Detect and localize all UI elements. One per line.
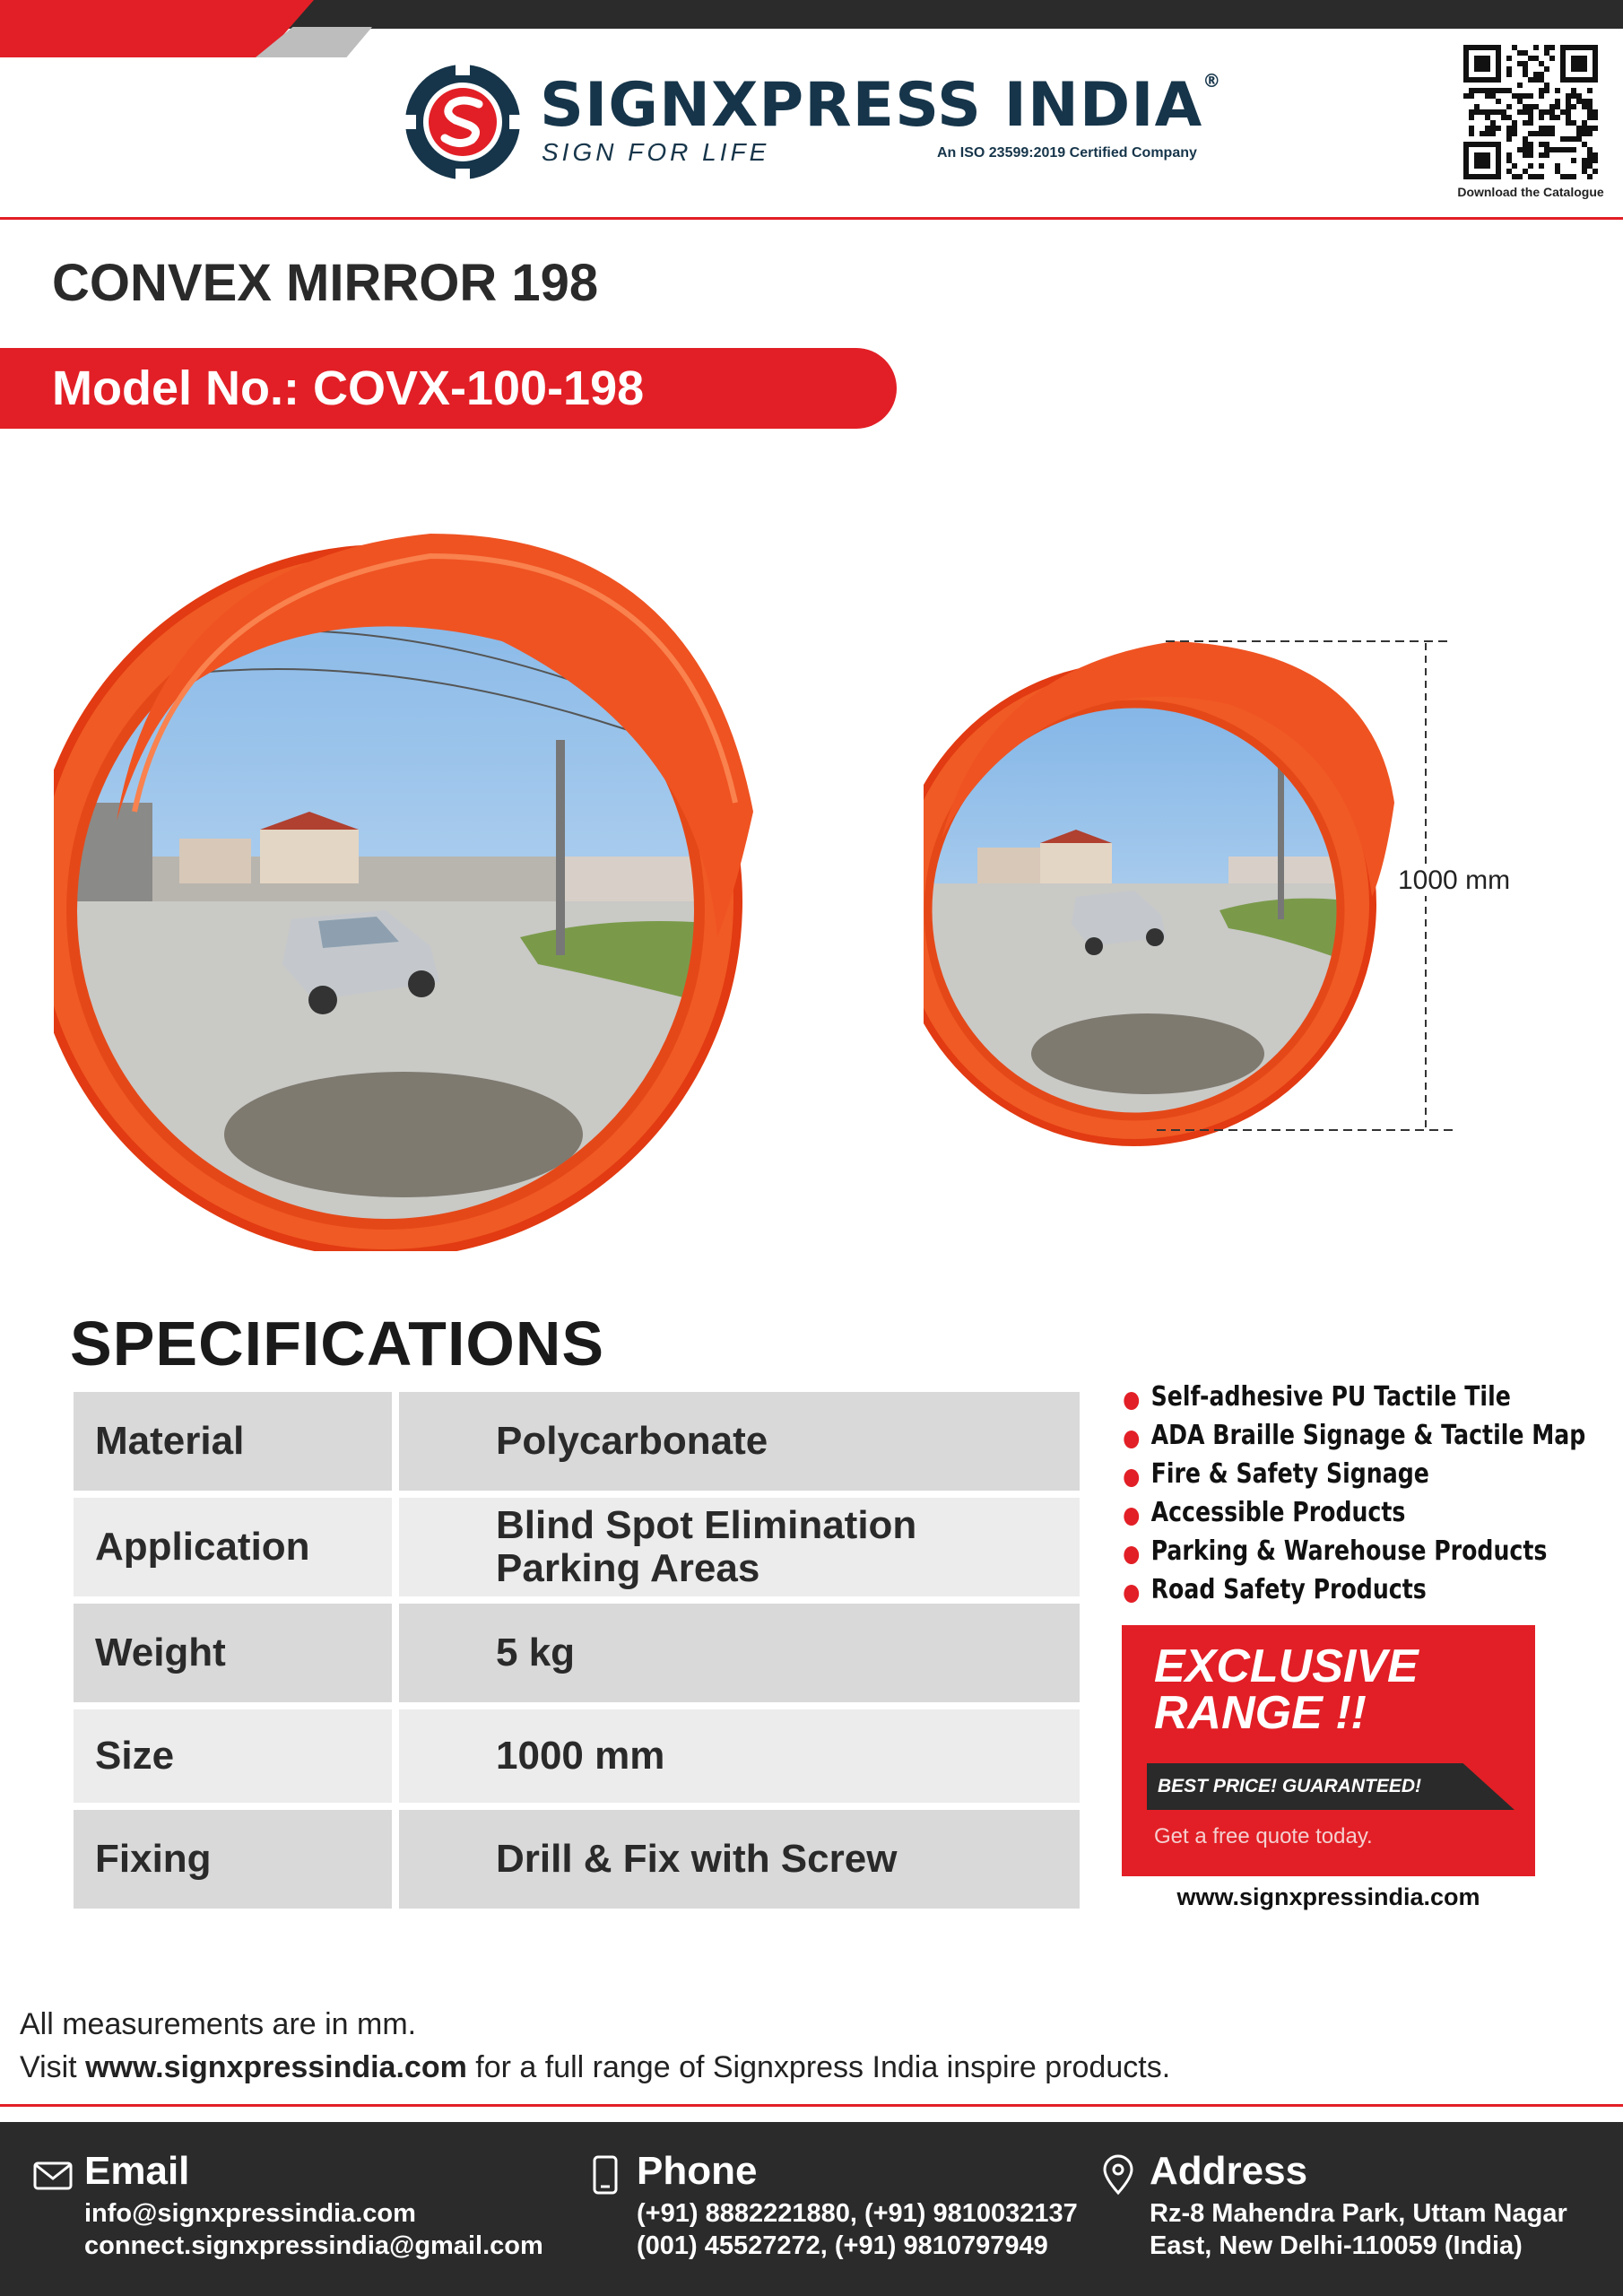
- spec-key: Fixing: [74, 1810, 392, 1909]
- address-line: East, New Delhi-110059 (India): [1150, 2231, 1523, 2260]
- model-number: Model No.: COVX-100-198: [52, 361, 645, 415]
- location-pin-icon: [1098, 2154, 1139, 2196]
- convex-mirror-image-large: [54, 516, 762, 1251]
- spec-value: 5 kg: [399, 1604, 1080, 1702]
- exclusive-range-banner[interactable]: [1122, 1625, 1535, 1876]
- spec-key: Weight: [74, 1604, 392, 1702]
- address-line: Rz-8 Mahendra Park, Uttam Nagar: [1150, 2199, 1567, 2228]
- phone-numbers[interactable]: (001) 45527272, (+91) 9810797949: [637, 2231, 1048, 2260]
- email-link[interactable]: connect.signxpressindia@gmail.com: [84, 2231, 543, 2260]
- email-link[interactable]: info@signxpressindia.com: [84, 2199, 416, 2228]
- website-link-inline[interactable]: www.signxpressindia.com: [85, 2050, 467, 2084]
- header-divider: [0, 217, 1623, 220]
- measurement-note: All measurements are in mm.: [20, 2007, 417, 2041]
- specifications-table: [74, 1392, 1080, 1916]
- footer-divider: [0, 2104, 1623, 2107]
- spec-row-weight: [74, 1604, 1080, 1702]
- spec-key: Application: [74, 1498, 392, 1596]
- spec-value: 1000 mm: [399, 1709, 1080, 1803]
- footer-phone-title: Phone: [637, 2149, 758, 2193]
- product-range-list: [1121, 1381, 1623, 1613]
- dimension-label: 1000 mm: [1398, 865, 1511, 895]
- certification-text: An ISO 23599:2019 Certified Company: [937, 145, 1197, 161]
- specifications-heading: SPECIFICATIONS: [70, 1309, 605, 1378]
- footer-email-title: Email: [84, 2149, 190, 2193]
- list-item: Fire & Safety Signage: [1121, 1458, 1585, 1497]
- spec-row-material: [74, 1392, 1080, 1491]
- visit-note: Visit www.signxpressindia.com for a full range of Signxpress India inspire products.: [20, 2050, 1171, 2084]
- qr-code-icon[interactable]: [1463, 45, 1598, 179]
- brand-name: SIGNXPRESS INDIA®: [540, 70, 1222, 141]
- envelope-icon: [32, 2154, 74, 2196]
- promo-title: EXCLUSIVE RANGE !!: [1154, 1640, 1419, 1739]
- phone-numbers[interactable]: (+91) 8882221880, (+91) 9810032137: [637, 2199, 1078, 2228]
- promo-quote-link[interactable]: Get a free quote today.: [1154, 1824, 1373, 1848]
- website-link[interactable]: www.signxpressindia.com: [1176, 1883, 1480, 1910]
- qr-caption: Download the Catalogue: [1457, 185, 1604, 199]
- contact-footer: [0, 2122, 1623, 2296]
- spec-key: Size: [74, 1709, 392, 1803]
- spec-row-size: [74, 1709, 1080, 1803]
- brand-tagline: SIGN FOR LIFE: [542, 138, 770, 166]
- spec-value: Drill & Fix with Screw: [399, 1810, 1080, 1909]
- promo-band-text: BEST PRICE! GUARANTEED!: [1158, 1776, 1422, 1796]
- spec-row-fixing: [74, 1810, 1080, 1909]
- spec-key: Material: [74, 1392, 392, 1491]
- phone-icon: [585, 2154, 626, 2196]
- list-item: Accessible Products: [1121, 1497, 1585, 1535]
- footer-address-title: Address: [1150, 2149, 1308, 2193]
- list-item: ADA Braille Signage & Tactile Map: [1121, 1420, 1585, 1458]
- list-item: Self-adhesive PU Tactile Tile: [1121, 1381, 1585, 1420]
- list-item: Road Safety Products: [1121, 1574, 1585, 1613]
- product-title: CONVEX MIRROR 198: [52, 254, 599, 312]
- spec-value: Blind Spot Elimination Parking Areas: [399, 1498, 1080, 1596]
- brand-logo-icon: [400, 59, 525, 185]
- spec-value: Polycarbonate: [399, 1392, 1080, 1491]
- spec-row-application: [74, 1498, 1080, 1596]
- list-item: Parking & Warehouse Products: [1121, 1535, 1585, 1574]
